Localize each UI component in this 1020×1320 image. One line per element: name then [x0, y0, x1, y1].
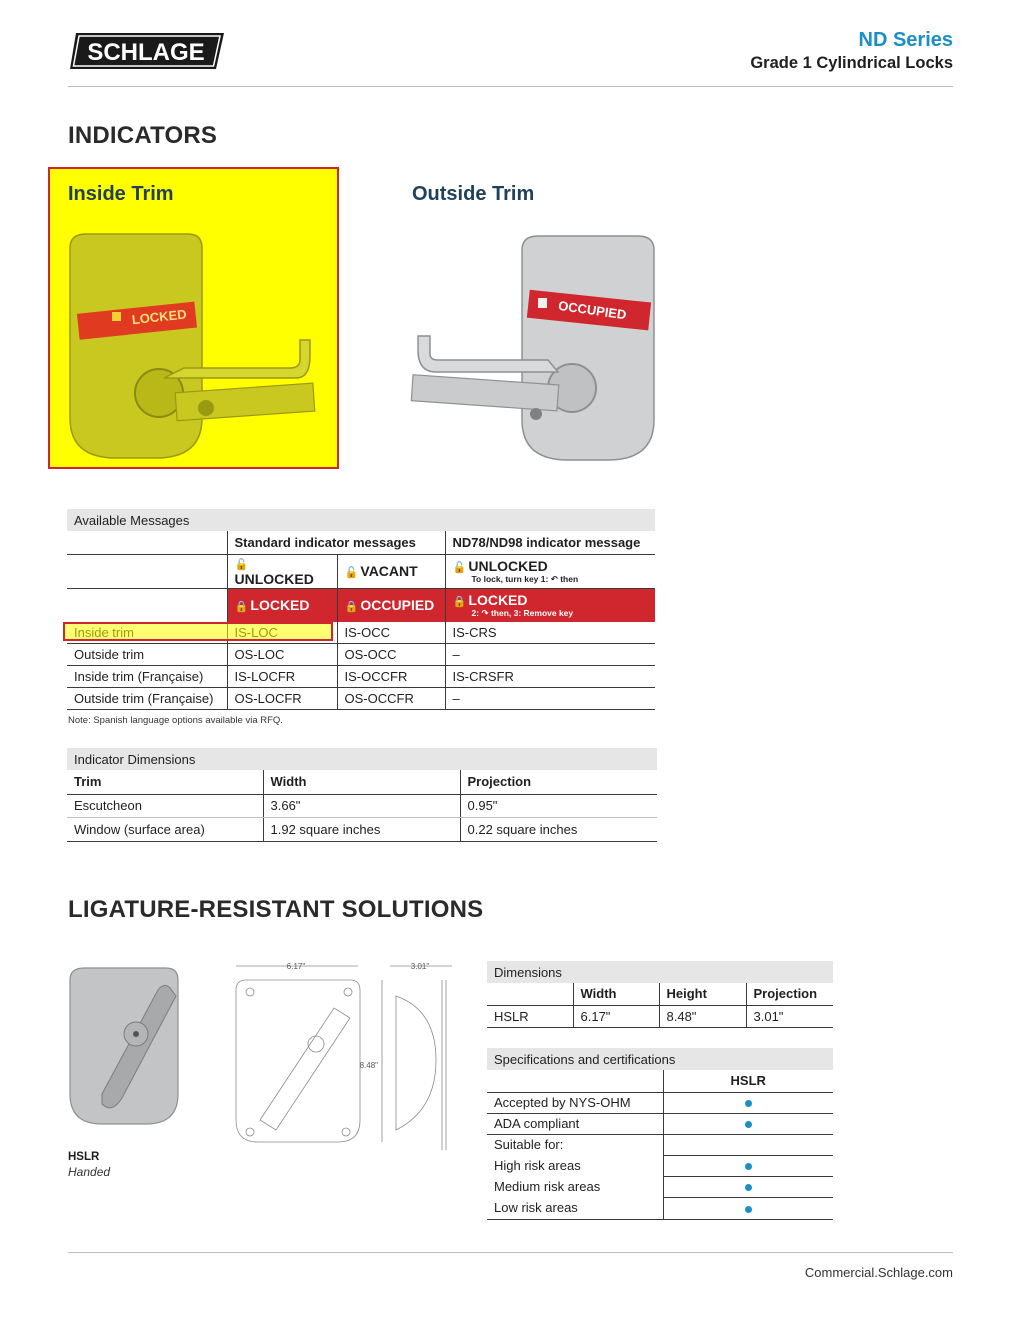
row-cell: 6.17"	[573, 1005, 659, 1027]
spec-label: Accepted by NYS-OHM	[487, 1092, 663, 1113]
row-label: HSLR	[487, 1005, 573, 1027]
footer-divider	[68, 1252, 953, 1253]
column-header: Height	[659, 983, 746, 1005]
row-cell: OS-OCC	[337, 643, 445, 665]
occupied-message: OCCUPIED	[360, 597, 435, 614]
unlocked-icon: 🔓	[452, 562, 467, 574]
table-row	[487, 1176, 833, 1197]
spec-label: High risk areas	[487, 1155, 663, 1176]
hslr-specifications-table	[487, 1048, 833, 1220]
messages-table-title: Available Messages	[74, 512, 190, 528]
nd-locked-message: LOCKED	[468, 592, 528, 609]
check-dot-icon	[745, 1206, 752, 1213]
table-row	[487, 1197, 833, 1219]
schlage-logo	[68, 31, 228, 71]
vacant-message: VACANT	[360, 563, 418, 579]
check-dot-icon	[745, 1184, 752, 1191]
turn-arrow-icon: ↷	[481, 608, 489, 619]
hslr-technical-drawing	[230, 960, 456, 1156]
inside-window-text: LOCKED	[131, 306, 188, 328]
table-row	[487, 1155, 833, 1176]
table-row	[67, 794, 657, 817]
inside-trim-image	[64, 228, 324, 464]
locked-icon: 🔒	[452, 596, 467, 609]
outside-trim-image	[408, 230, 660, 466]
check-dot-icon	[745, 1163, 752, 1170]
row-cell: 0.22 square inches	[460, 817, 657, 841]
unlocked-message: UNLOCKED	[234, 571, 314, 587]
table-row	[487, 1005, 833, 1027]
unlocked-icon: 🔓	[234, 559, 249, 571]
row-cell: 3.66"	[263, 794, 460, 817]
table-row	[487, 1113, 833, 1134]
table-row	[67, 817, 657, 841]
table-row	[67, 643, 655, 665]
ligature-heading: LIGATURE-RESISTANT SOLUTIONS	[68, 896, 484, 923]
indicator-dimensions-table	[67, 748, 657, 842]
locked-icon: 🔒	[234, 601, 249, 614]
lock-instruction-tail: then, 3: Remove key	[490, 608, 574, 619]
column-header: Trim	[67, 770, 263, 794]
row-cell: OS-LOC	[227, 643, 337, 665]
row-cell: IS-CRS	[445, 622, 655, 643]
spanish-note: Note: Spanish language options available via RFQ.	[68, 715, 283, 726]
table-row	[67, 687, 655, 709]
turn-arrow-icon: ↶	[550, 574, 558, 584]
row-label: Window (surface area)	[67, 817, 263, 841]
table-row	[67, 665, 655, 687]
row-cell: 3.01"	[746, 1005, 833, 1027]
hslr-dimensions-title: Dimensions	[494, 964, 562, 980]
table-row	[487, 1134, 833, 1155]
series-title: ND Series	[858, 29, 953, 51]
column-header: Projection	[746, 983, 833, 1005]
check-dot-icon	[745, 1121, 752, 1128]
check-dot-icon	[745, 1100, 752, 1107]
column-header: Projection	[460, 770, 657, 794]
column-header: Width	[263, 770, 460, 794]
row-label: Outside trim (Française)	[67, 687, 227, 709]
row-cell: OS-LOCFR	[227, 687, 337, 709]
locked-icon: 🔒	[344, 601, 359, 614]
column-header	[487, 983, 573, 1005]
spec-label: ADA compliant	[487, 1113, 663, 1134]
hslr-product-image	[66, 966, 180, 1126]
row-cell: IS-OCCFR	[337, 665, 445, 687]
specifications-title: Specifications and certifications	[494, 1051, 676, 1067]
lock-instruction: 2:	[471, 608, 480, 619]
row-cell: –	[445, 687, 655, 709]
height-dimension-label: 8.48"	[359, 1061, 378, 1070]
width-dimension-label: 6.17"	[286, 962, 306, 971]
row-cell: IS-LOCFR	[227, 665, 337, 687]
row-cell: –	[445, 643, 655, 665]
unlock-instruction-tail: then	[560, 574, 579, 584]
hslr-handed-caption: Handed	[68, 1165, 111, 1179]
inside-trim-row-highlight	[63, 622, 333, 641]
footer-url[interactable]: Commercial.Schlage.com	[804, 1265, 953, 1280]
series-subtitle: Grade 1 Cylindrical Locks	[750, 54, 953, 72]
row-cell: IS-OCC	[337, 622, 445, 643]
locked-message: LOCKED	[250, 597, 310, 614]
row-cell: 0.95"	[460, 794, 657, 817]
row-label: Outside trim	[67, 643, 227, 665]
nd78-messages-header: ND78/ND98 indicator message	[445, 531, 655, 554]
spec-label: Suitable for:	[487, 1134, 663, 1155]
row-label: Escutcheon	[67, 794, 263, 817]
indicators-heading: INDICATORS	[68, 122, 218, 149]
row-cell: 8.48"	[659, 1005, 746, 1027]
outside-trim-label: Outside Trim	[412, 183, 535, 205]
column-header: Width	[573, 983, 659, 1005]
hslr-caption: HSLR	[68, 1151, 100, 1163]
unlocked-icon: 🔓	[344, 567, 359, 579]
column-header: HSLR	[663, 1070, 833, 1092]
spec-label: Low risk areas	[487, 1197, 663, 1219]
inside-trim-label: Inside Trim	[68, 183, 174, 205]
dimensions-table-title: Indicator Dimensions	[74, 751, 196, 767]
outside-window-text: OCCUPIED	[557, 297, 628, 323]
row-cell: OS-OCCFR	[337, 687, 445, 709]
row-cell: IS-CRSFR	[445, 665, 655, 687]
row-cell: 1.92 square inches	[263, 817, 460, 841]
spec-label: Medium risk areas	[487, 1176, 663, 1197]
logo-text: SCHLAGE	[87, 39, 205, 66]
standard-messages-header: Standard indicator messages	[227, 531, 445, 554]
row-label: Inside trim (Française)	[67, 665, 227, 687]
projection-dimension-label: 3.01"	[410, 962, 430, 971]
table-row	[487, 1092, 833, 1113]
unlock-instruction: To lock, turn key 1:	[471, 574, 549, 584]
hslr-dimensions-table	[487, 961, 833, 1028]
header-divider	[68, 86, 953, 87]
nd-unlocked-message: UNLOCKED	[468, 558, 548, 574]
available-messages-table	[67, 509, 655, 710]
